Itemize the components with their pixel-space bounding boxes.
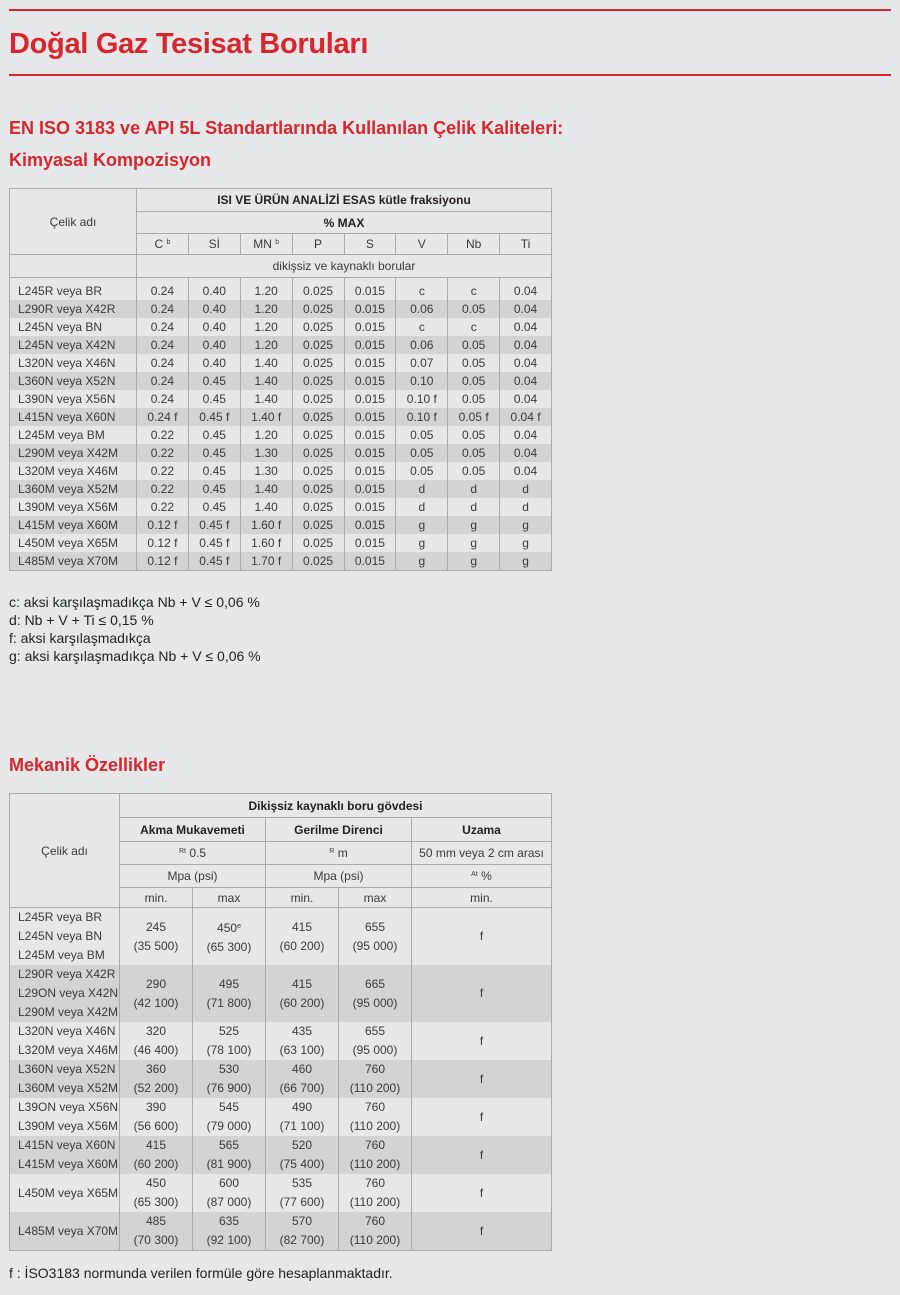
value-cell: 0.015 <box>344 516 396 534</box>
value-cell: 0.025 <box>292 278 344 301</box>
column-header: S <box>344 234 396 255</box>
steel-name-cell <box>10 1022 120 1060</box>
value-cell: c <box>448 318 500 336</box>
table-row <box>10 1098 552 1136</box>
ys-max-cell: 565 (81 900) <box>193 1136 266 1174</box>
note-item: f: aksi karşılaşmadıkça <box>9 630 151 646</box>
table-row <box>10 390 552 408</box>
steel-name-cell: L415N veya X60N <box>10 408 137 426</box>
value-cell: 0.04 <box>500 336 552 354</box>
value-cell: 0.45 <box>188 426 240 444</box>
steel-name-cell: L390N veya X56N <box>10 390 137 408</box>
max-label: max <box>193 888 266 908</box>
value-cell: 0.05 <box>448 300 500 318</box>
value-cell: 0.05 <box>448 426 500 444</box>
value-cell: 0.24 <box>137 390 189 408</box>
value-cell: 0.025 <box>292 534 344 552</box>
steel-name-cell <box>10 965 120 1022</box>
value-cell: d <box>500 480 552 498</box>
value-cell: 1.40 <box>240 498 292 516</box>
value-cell: 0.05 <box>396 444 448 462</box>
value-cell: 0.015 <box>344 278 396 301</box>
table-row <box>10 354 552 372</box>
value-cell: 0.22 <box>137 462 189 480</box>
steel-name: L245N veya BN <box>18 929 103 943</box>
value-cell: 0.22 <box>137 498 189 516</box>
value-cell: 0.22 <box>137 444 189 462</box>
value-cell: 1.30 <box>240 462 292 480</box>
steel-name-cell: L320M veya X46M <box>10 462 137 480</box>
value-cell: 1.40 <box>240 354 292 372</box>
table-row <box>10 1174 552 1212</box>
steel-name-cell: L245R veya BR <box>10 278 137 301</box>
ys-max-cell: 600 (87 000) <box>193 1174 266 1212</box>
ts-max-cell: 655 (95 000) <box>339 1022 412 1060</box>
value-cell: 0.40 <box>188 318 240 336</box>
tensile-symbol: $^R$ m <box>266 842 412 865</box>
ys-max-cell: 530 (76 900) <box>193 1060 266 1098</box>
table-row <box>10 552 552 571</box>
value-cell: 0.45 <box>188 498 240 516</box>
ts-min-cell: 415 (60 200) <box>266 965 339 1022</box>
value-cell: 0.025 <box>292 408 344 426</box>
value-cell: 0.05 <box>448 336 500 354</box>
value-cell: 1.60 f <box>240 534 292 552</box>
value-cell: 0.04 <box>500 278 552 301</box>
column-header: MN $^b$ <box>240 234 292 255</box>
ys-min-cell: 485 (70 300) <box>120 1212 193 1251</box>
value-cell: 0.025 <box>292 426 344 444</box>
yield-strength-header: Akma Mukavemeti <box>120 818 266 842</box>
value-cell: 1.40 <box>240 480 292 498</box>
value-cell: 0.24 <box>137 354 189 372</box>
value-cell: g <box>396 516 448 534</box>
value-cell: d <box>396 480 448 498</box>
ys-min-cell: 390 (56 600) <box>120 1098 193 1136</box>
value-cell: 0.025 <box>292 516 344 534</box>
value-cell: 0.45 <box>188 444 240 462</box>
value-cell: g <box>448 534 500 552</box>
value-cell: 0.015 <box>344 552 396 571</box>
yield-symbol: $^{Rt}$ 0.5 <box>120 842 266 865</box>
column-header: Ti <box>500 234 552 255</box>
yield-unit: Mpa (psi) <box>120 865 266 888</box>
value-cell: g <box>396 534 448 552</box>
value-cell: 0.05 <box>448 462 500 480</box>
value-cell: 0.025 <box>292 318 344 336</box>
value-cell: 0.04 f <box>500 408 552 426</box>
table-row <box>10 516 552 534</box>
value-cell: 0.015 <box>344 390 396 408</box>
value-cell: 0.45 f <box>188 408 240 426</box>
ts-min-cell: 535 (77 600) <box>266 1174 339 1212</box>
steel-name: L290M veya X42M <box>18 1005 119 1019</box>
value-cell: 0.05 <box>396 462 448 480</box>
value-cell: 0.025 <box>292 336 344 354</box>
value-cell: 0.12 f <box>137 516 189 534</box>
steel-name-header: Çelik adı <box>10 794 120 908</box>
value-cell: 0.015 <box>344 318 396 336</box>
value-cell: 0.45 <box>188 480 240 498</box>
table-row <box>10 318 552 336</box>
value-cell: 0.04 <box>500 426 552 444</box>
analysis-group-header: ISI VE ÜRÜN ANALİZİ ESAS kütle fraksiyonu <box>137 189 552 212</box>
ys-min-cell: 450 (65 300) <box>120 1174 193 1212</box>
elongation-header: Uzama <box>412 818 552 842</box>
table-row <box>10 408 552 426</box>
value-cell: 1.70 f <box>240 552 292 571</box>
body-group-header: Dikişsiz kaynaklı boru gövdesi <box>120 794 552 818</box>
value-cell: c <box>396 318 448 336</box>
value-cell: 0.24 <box>137 372 189 390</box>
steel-name-cell: L320N veya X46N <box>10 354 137 372</box>
ys-min-cell: 290 (42 100) <box>120 965 193 1022</box>
value-cell: 0.40 <box>188 336 240 354</box>
steel-name-cell: L390M veya X56M <box>10 498 137 516</box>
table-row <box>10 300 552 318</box>
tensile-strength-header: Gerilme Direnci <box>266 818 412 842</box>
value-cell: 0.025 <box>292 300 344 318</box>
value-cell: 0.12 f <box>137 534 189 552</box>
notes <box>9 593 261 665</box>
value-cell: 0.07 <box>396 354 448 372</box>
column-header: P <box>292 234 344 255</box>
steel-name: L415M veya X60M <box>18 1157 119 1171</box>
steel-name: L39ON veya X56N <box>18 1100 119 1114</box>
table-row <box>10 1136 552 1174</box>
value-cell: 0.015 <box>344 354 396 372</box>
value-cell: 0.05 <box>396 426 448 444</box>
ts-max-cell: 760 (110 200) <box>339 1136 412 1174</box>
value-cell: c <box>396 278 448 301</box>
section-subheading-chemical: Kimyasal Kompozisyon <box>9 150 212 170</box>
value-cell: 0.015 <box>344 462 396 480</box>
steel-name-header: Çelik adı <box>10 189 137 255</box>
steel-name-cell <box>10 1060 120 1098</box>
value-cell: 0.40 <box>188 278 240 301</box>
value-cell: 0.04 <box>500 372 552 390</box>
steel-name-cell: L245M veya BM <box>10 426 137 444</box>
steel-name-cell: L245N veya X42N <box>10 336 137 354</box>
value-cell: 1.20 <box>240 318 292 336</box>
value-cell: 0.06 <box>396 300 448 318</box>
value-cell: 0.45 f <box>188 534 240 552</box>
value-cell: 0.10 f <box>396 390 448 408</box>
value-cell: 0.025 <box>292 462 344 480</box>
steel-name: L360N veya X52N <box>18 1062 116 1076</box>
value-cell: 1.20 <box>240 336 292 354</box>
table-row <box>10 480 552 498</box>
ys-min-cell: 245 (35 500) <box>120 908 193 966</box>
value-cell: 0.45 <box>188 372 240 390</box>
value-cell: 0.45 <box>188 462 240 480</box>
value-cell: 0.025 <box>292 372 344 390</box>
ys-max-cell: 450e (65 300) <box>193 908 266 966</box>
steel-name-cell: L290R veya X42R <box>10 300 137 318</box>
note-item: g: aksi karşılaşmadıkça Nb + V ≤ 0,06 % <box>9 648 261 664</box>
table-row <box>10 426 552 444</box>
steel-name: L320M veya X46M <box>18 1043 119 1057</box>
table-row <box>10 498 552 516</box>
value-cell: g <box>500 516 552 534</box>
ys-min-cell: 360 (52 200) <box>120 1060 193 1098</box>
steel-name-cell <box>10 1174 120 1212</box>
value-cell: 0.015 <box>344 336 396 354</box>
ts-max-cell: 760 (110 200) <box>339 1098 412 1136</box>
value-cell: 0.015 <box>344 444 396 462</box>
ys-min-cell: 320 (46 400) <box>120 1022 193 1060</box>
table-row <box>10 1022 552 1060</box>
table-row <box>10 908 552 966</box>
steel-name-cell <box>10 1136 120 1174</box>
value-cell: 0.22 <box>137 426 189 444</box>
value-cell: g <box>500 552 552 571</box>
ts-min-cell: 520 (75 400) <box>266 1136 339 1174</box>
value-cell: 0.04 <box>500 462 552 480</box>
steel-name: L245R veya BR <box>18 910 103 924</box>
table-row <box>10 336 552 354</box>
value-cell: 1.40 <box>240 372 292 390</box>
value-cell: 1.20 <box>240 300 292 318</box>
ys-max-cell: 545 (79 000) <box>193 1098 266 1136</box>
value-cell: 0.45 <box>188 390 240 408</box>
table-row <box>10 462 552 480</box>
value-cell: 0.05 <box>448 372 500 390</box>
value-cell: 0.45 f <box>188 516 240 534</box>
steel-name-cell <box>10 1212 120 1251</box>
value-cell: 0.04 <box>500 354 552 372</box>
value-cell: 0.10 f <box>396 408 448 426</box>
value-cell: d <box>448 480 500 498</box>
value-cell: 0.025 <box>292 444 344 462</box>
table-row <box>10 444 552 462</box>
mechanical-properties-table <box>9 793 552 1251</box>
elongation-cell: f <box>412 965 552 1022</box>
steel-name: L320N veya X46N <box>18 1024 116 1038</box>
value-cell: 0.12 f <box>137 552 189 571</box>
steel-name: L29ON veya X42N <box>18 986 119 1000</box>
ts-min-cell: 570 (82 700) <box>266 1212 339 1251</box>
empty-header-cell <box>10 255 137 278</box>
value-cell: 0.40 <box>188 300 240 318</box>
title-rule <box>9 74 891 76</box>
value-cell: 0.24 <box>137 300 189 318</box>
min-label: min. <box>266 888 339 908</box>
elongation-cell: f <box>412 1174 552 1212</box>
value-cell: 0.45 f <box>188 552 240 571</box>
tensile-unit: Mpa (psi) <box>266 865 412 888</box>
value-cell: 0.24 <box>137 318 189 336</box>
value-cell: 0.015 <box>344 300 396 318</box>
ys-max-cell: 635 (92 100) <box>193 1212 266 1251</box>
value-cell: 0.04 <box>500 318 552 336</box>
ts-max-cell: 665 (95 000) <box>339 965 412 1022</box>
elongation-cell: f <box>412 1098 552 1136</box>
steel-name-cell: L245N veya BN <box>10 318 137 336</box>
column-header: V <box>396 234 448 255</box>
min-label: min. <box>120 888 193 908</box>
table-row <box>10 1212 552 1251</box>
steel-name: L390M veya X56M <box>18 1119 119 1133</box>
value-cell: 0.24 f <box>137 408 189 426</box>
ts-min-cell: 435 (63 100) <box>266 1022 339 1060</box>
note-item: d: Nb + V + Ti ≤ 0,15 % <box>9 612 154 628</box>
table-row <box>10 534 552 552</box>
value-cell: 0.05 f <box>448 408 500 426</box>
steel-name: L360M veya X52M <box>18 1081 119 1095</box>
steel-name: L245M veya BM <box>18 948 105 962</box>
value-cell: 0.05 <box>448 444 500 462</box>
ts-max-cell: 655 (95 000) <box>339 908 412 966</box>
value-cell: 1.60 f <box>240 516 292 534</box>
section-heading-mechanical: Mekanik Özellikler <box>9 755 166 775</box>
elongation-cell: f <box>412 908 552 966</box>
max-percent-header: % MAX <box>137 212 552 234</box>
steel-name-cell <box>10 1098 120 1136</box>
min-label: min. <box>412 888 552 908</box>
value-cell: 0.05 <box>448 354 500 372</box>
value-cell: 0.04 <box>500 444 552 462</box>
value-cell: 1.40 <box>240 390 292 408</box>
steel-name: L290R veya X42R <box>18 967 116 981</box>
ys-min-cell: 415 (60 200) <box>120 1136 193 1174</box>
elongation-gauge-length: 50 mm veya 2 cm arası <box>412 842 552 865</box>
ts-min-cell: 415 (60 200) <box>266 908 339 966</box>
value-cell: d <box>448 498 500 516</box>
column-header: Sİ <box>188 234 240 255</box>
value-cell: d <box>500 498 552 516</box>
steel-name: L450M veya X65M <box>18 1185 119 1200</box>
value-cell: 0.025 <box>292 498 344 516</box>
value-cell: 0.025 <box>292 354 344 372</box>
value-cell: g <box>396 552 448 571</box>
value-cell: 0.015 <box>344 534 396 552</box>
value-cell: 1.30 <box>240 444 292 462</box>
value-cell: g <box>500 534 552 552</box>
steel-name: L485M veya X70M <box>18 1223 119 1238</box>
ts-min-cell: 490 (71 100) <box>266 1098 339 1136</box>
steel-name-cell: L290M veya X42M <box>10 444 137 462</box>
value-cell: 0.24 <box>137 336 189 354</box>
value-cell: 0.06 <box>396 336 448 354</box>
elongation-cell: f <box>412 1212 552 1251</box>
table-row <box>10 1060 552 1098</box>
table-row <box>10 372 552 390</box>
value-cell: 0.22 <box>137 480 189 498</box>
steel-name-cell: L450M veya X65M <box>10 534 137 552</box>
value-cell: d <box>396 498 448 516</box>
steel-name: L415N veya X60N <box>18 1138 116 1152</box>
footnote: f : İSO3183 normunda verilen formüle göre hesaplanmaktadır. <box>9 1265 393 1281</box>
value-cell: 0.24 <box>137 278 189 301</box>
ys-max-cell: 495 (71 800) <box>193 965 266 1022</box>
value-cell: 1.20 <box>240 426 292 444</box>
steel-name-cell <box>10 908 120 966</box>
elongation-cell: f <box>412 1022 552 1060</box>
value-cell: 0.015 <box>344 498 396 516</box>
value-cell: 1.40 f <box>240 408 292 426</box>
value-cell: 0.04 <box>500 300 552 318</box>
ts-max-cell: 760 (110 200) <box>339 1060 412 1098</box>
max-label: max <box>339 888 412 908</box>
table-row <box>10 965 552 1022</box>
ys-max-cell: 525 (78 100) <box>193 1022 266 1060</box>
value-cell: 0.025 <box>292 480 344 498</box>
elongation-cell: f <box>412 1060 552 1098</box>
value-cell: 0.025 <box>292 552 344 571</box>
ts-max-cell: 760 (110 200) <box>339 1212 412 1251</box>
steel-name-cell: L360M veya X52M <box>10 480 137 498</box>
chemical-composition-table <box>9 188 552 571</box>
top-rule <box>9 9 891 11</box>
value-cell: g <box>448 552 500 571</box>
value-cell: 0.05 <box>448 390 500 408</box>
value-cell: g <box>448 516 500 534</box>
section-heading-standards: EN ISO 3183 ve API 5L Standartlarında Kullanılan Çelik Kaliteleri: <box>9 118 564 138</box>
elongation-symbol: $^{At}$ % <box>412 865 552 888</box>
table-row <box>10 278 552 301</box>
steel-name-cell: L360N veya X52N <box>10 372 137 390</box>
steel-name-cell: L415M veya X60M <box>10 516 137 534</box>
value-cell: 0.04 <box>500 390 552 408</box>
value-cell: 0.40 <box>188 354 240 372</box>
value-cell: c <box>448 278 500 301</box>
elongation-cell: f <box>412 1136 552 1174</box>
subgroup-header: dikişsiz ve kaynaklı borular <box>137 255 552 278</box>
ts-max-cell: 760 (110 200) <box>339 1174 412 1212</box>
value-cell: 1.20 <box>240 278 292 301</box>
note-item: c: aksi karşılaşmadıkça Nb + V ≤ 0,06 % <box>9 594 260 610</box>
value-cell: 0.015 <box>344 426 396 444</box>
value-cell: 0.015 <box>344 372 396 390</box>
ts-min-cell: 460 (66 700) <box>266 1060 339 1098</box>
value-cell: 0.015 <box>344 480 396 498</box>
value-cell: 0.015 <box>344 408 396 426</box>
page-title: Doğal Gaz Tesisat Boruları <box>9 28 369 60</box>
column-header: C $^b$ <box>137 234 189 255</box>
column-header: Nb <box>448 234 500 255</box>
steel-name-cell: L485M veya X70M <box>10 552 137 571</box>
value-cell: 0.10 <box>396 372 448 390</box>
value-cell: 0.025 <box>292 390 344 408</box>
